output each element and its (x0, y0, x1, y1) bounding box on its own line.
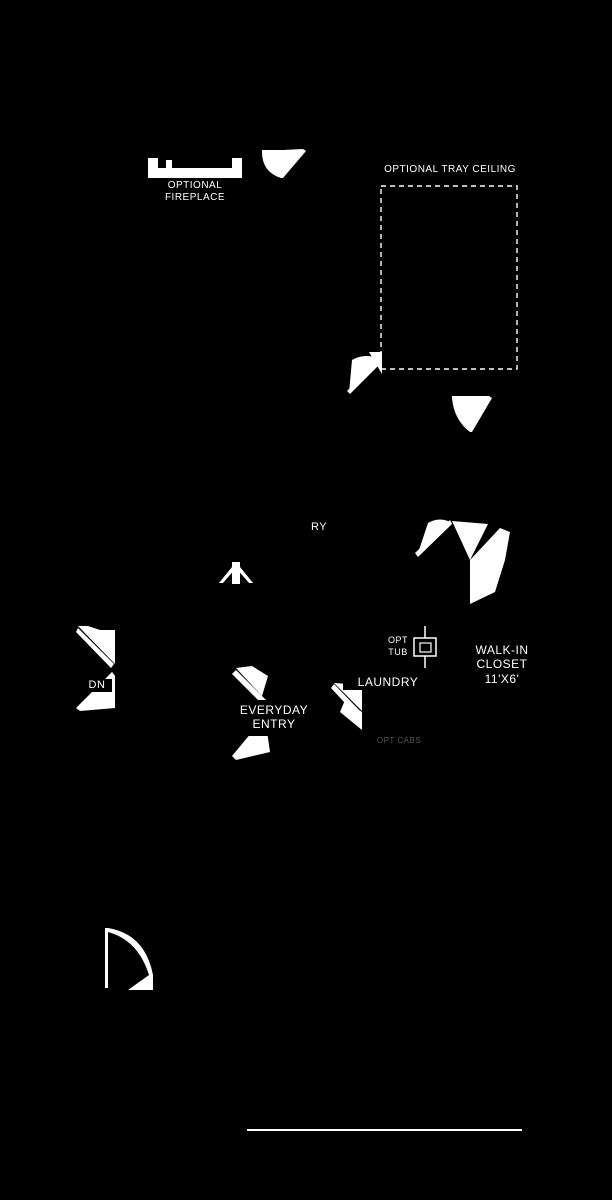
label-optional-fireplace: OPTIONAL FIREPLACE (164, 180, 226, 203)
label-opt-cabs: OPT CABS (364, 736, 434, 745)
door-swing-top-center (262, 149, 306, 178)
label-everyday-entry: EVERYDAY ENTRY (225, 700, 323, 736)
stair-symbol-dn (76, 626, 115, 711)
tray-ceiling-outline (381, 186, 517, 369)
label-optional-tray-ceiling: OPTIONAL TRAY CEILING (384, 164, 516, 175)
label-stair-dn: DN (82, 679, 112, 692)
label-laundry: LAUNDRY (343, 676, 433, 690)
label-walk-in-closet: WALK-IN CLOSET 11'X6' (457, 640, 547, 690)
door-swing-garage (105, 928, 153, 990)
arch-symbol-center (219, 562, 253, 584)
door-swing-pantry-right (415, 520, 510, 605)
fireplace-symbol (148, 158, 242, 178)
label-pantry: RY (311, 521, 341, 534)
door-swing-tray-left (347, 352, 382, 394)
door-swing-laundry (331, 683, 362, 730)
label-opt-tub: OPT TUB (387, 635, 408, 658)
door-swing-tray-bottom (452, 396, 492, 432)
